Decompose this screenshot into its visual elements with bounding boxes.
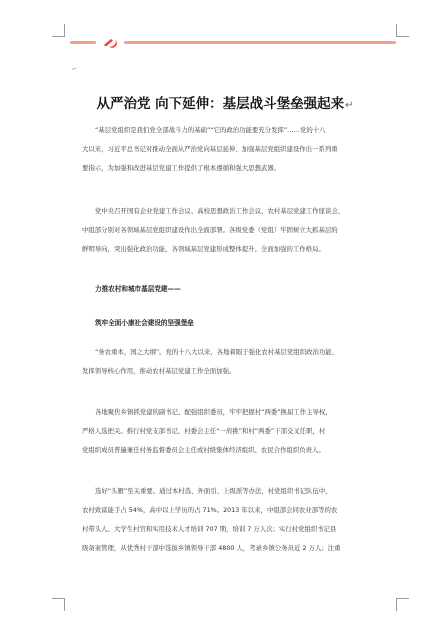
crop-mark-bottom-right <box>396 598 409 611</box>
crop-mark-top-left <box>52 24 65 37</box>
title-text: 从严治党 向下延伸：基层战斗堡垒强起来 <box>96 96 345 112</box>
text-line: 党组织成员普遍兼任村务监督委员会主任或村级集体经济组织、农民合作组织负责人。 <box>82 446 325 454</box>
text-line: “务农重本，国之大纲”。党的十八大以来，各地着眼于强化农村基层党组织政治功能、 <box>95 348 339 356</box>
party-emblem-icon <box>100 37 120 48</box>
text-line: 要指示，为加强和改进基层党建工作提供了根本遵循和强大思想武器。 <box>82 164 281 172</box>
text-line: 选好“头雁”至关重要。通过本村选、外面引、上级派等办法，村党组织书记队伍中， <box>95 487 332 495</box>
paragraph-mark: ⌐ <box>72 66 78 73</box>
header-rule-left <box>70 41 96 44</box>
text-line: 各地聚焦乡镇抓党建的副书记、配强组织委员，牢牢把握村“两委”换届工作主导权， <box>95 408 332 416</box>
text-line: 农村致富能手占 54%，高中以上学历的占 71%。2013 年以来，中组部会同农业部等的农 <box>82 506 338 514</box>
text-line: 村带头人、大学生村官和实用技术人才培训 707 期，培训 7 万人次；实行村党组织书记县 <box>82 525 337 533</box>
text-line: “基层党组织是我们党全部战斗力的基础”“它的政治功能要充分发挥”……党的十八 <box>95 126 326 134</box>
paragraph-5 <box>82 482 382 558</box>
crop-mark-top-right <box>396 24 409 37</box>
text-line: 严格人选把关。推行村党支部书记、村委会主任“一肩挑”和村“两委”干部交叉任职，村 <box>82 427 326 435</box>
paragraph-3 <box>82 343 382 381</box>
paragraph-2 <box>82 202 382 259</box>
header-rule-right <box>124 41 396 44</box>
text-line: 鲜明导向，突出强化政治功能，各领域基层党建形成整体提升、全面加强的工作格局。 <box>82 245 325 253</box>
header-decoration <box>70 37 396 47</box>
crop-mark-bottom-left <box>52 598 65 611</box>
page-title <box>70 92 380 112</box>
paragraph-4 <box>82 403 382 460</box>
text-line: 级备案管理，从优秀村干部中选拔乡镇领导干部 4800 人，考录乡镇公务员近 2 万人；注重 <box>82 544 341 552</box>
paragraph-return-mark: ↵ <box>345 100 354 111</box>
section-subheading: 筑牢全面小康社会建设的坚强堡垒 <box>95 319 194 327</box>
text-line: 大以来，习近平总书记对推动全面从严治党向基层延伸、加强基层党组织建设作出一系列重 <box>82 145 338 153</box>
text-line: 发挥领导核心作用，推动农村基层党建工作全面加强。 <box>82 367 236 375</box>
paragraph-1 <box>82 121 382 178</box>
section-heading: 力推农村和城市基层党建—— <box>95 285 181 293</box>
text-line: 党中央召开国有企业党建工作会议、高校思想政治工作会议、农村基层党建工作座谈会， <box>95 207 345 215</box>
text-line: 中组部分别对各领域基层党组织建设作出全面部署。各级党委（党组）牢固树立大抓基层的 <box>82 226 338 234</box>
